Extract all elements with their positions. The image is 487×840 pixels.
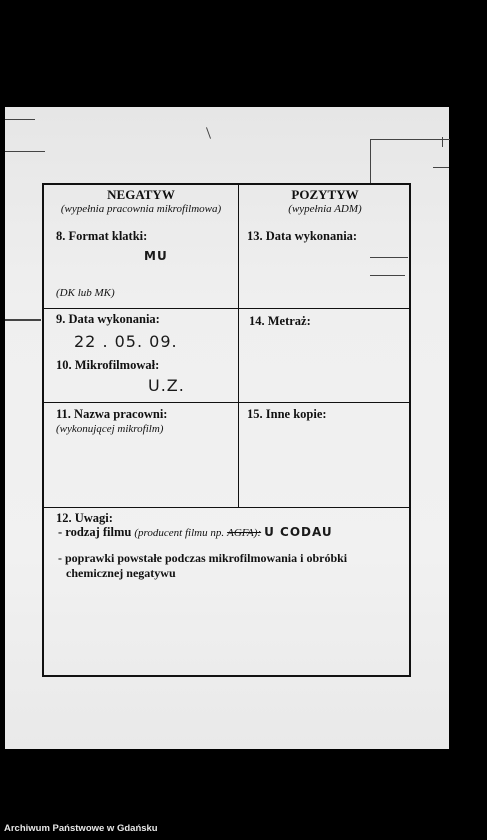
- negatyw-title: NEGATYW: [107, 187, 175, 202]
- scan-mark: [5, 319, 41, 321]
- mikrofilmowal-value: U.Z.: [148, 376, 185, 395]
- scan-mark: [370, 139, 371, 184]
- scan-mark: [5, 151, 45, 152]
- poprawki-line: - poprawki powstałe podczas mikrofilmowania i obróbki: [58, 551, 348, 565]
- rodzaj-filmu-label: - rodzaj filmu: [58, 525, 132, 539]
- archive-footer: Archiwum Państwowe w Gdańsku: [4, 823, 158, 834]
- pozytyw-subtitle: (wypełnia ADM): [288, 203, 362, 215]
- rodzaj-filmu-line: [58, 525, 333, 540]
- negatyw-subtitle: (wypełnia pracownia mikrofilmowa): [60, 203, 222, 215]
- format-klatki-value: MU: [144, 249, 168, 263]
- inne-kopie-cell: [239, 403, 411, 508]
- negatyw-cell: [44, 185, 239, 309]
- scan-mark: [206, 127, 211, 139]
- poprawki-line-2: chemicznej negatywu: [66, 566, 176, 580]
- rodzaj-filmu-value: U CODAU: [264, 525, 333, 539]
- mikrofilmowal-label: 10. Mikrofilmował:: [56, 358, 160, 372]
- uwagi-cell: [44, 508, 411, 677]
- microfilm-form: [42, 183, 411, 677]
- nazwa-pracowni-cell: [44, 403, 239, 508]
- metraz-cell: [239, 309, 411, 403]
- scan-mark: [442, 137, 443, 147]
- pozytyw-title: POZYTYW: [291, 187, 359, 202]
- scan-mark: [370, 139, 450, 140]
- nazwa-pracowni-hint: (wykonującej mikrofilm): [56, 423, 164, 435]
- scan-mark: [5, 119, 35, 120]
- metraz-label: 14. Metraż:: [249, 314, 311, 328]
- pozytyw-cell: [239, 185, 411, 309]
- inne-kopie-label: 15. Inne kopie:: [247, 407, 327, 421]
- scan-mark: [433, 167, 449, 168]
- rodzaj-filmu-hint: (producent filmu np.: [134, 527, 225, 539]
- uwagi-label: 12. Uwagi:: [56, 511, 113, 525]
- scanned-page: [5, 107, 449, 749]
- rodzaj-filmu-struck: AGFA):: [227, 527, 262, 539]
- data-wykonania-label: 9. Data wykonania:: [56, 312, 160, 326]
- format-klatki-hint: (DK lub MK): [56, 287, 115, 299]
- data-mikrofilmowal-cell: [44, 309, 239, 403]
- format-klatki-label: 8. Format klatki:: [56, 229, 148, 243]
- data-wykonania-value: 22 . 05. 09.: [74, 332, 178, 351]
- pozytyw-data-wykonania-label: 13. Data wykonania:: [247, 229, 358, 243]
- nazwa-pracowni-label: 11. Nazwa pracowni:: [56, 407, 168, 421]
